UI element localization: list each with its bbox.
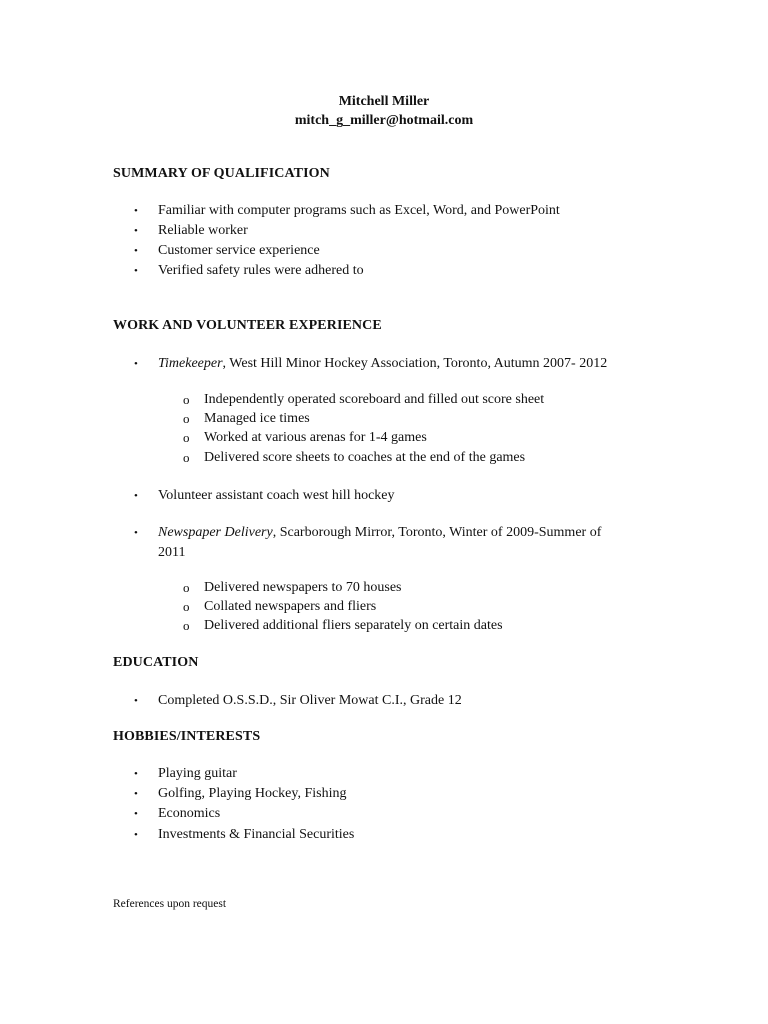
sub-bullet-icon: o — [183, 580, 190, 595]
volunteer-item: Volunteer assistant coach west hill hockey — [158, 488, 395, 503]
summary-item: Verified safety rules were adhered to — [158, 263, 364, 278]
job-newspaper — [158, 525, 601, 541]
bullet-icon: • — [134, 829, 138, 841]
summary-item: Customer service experience — [158, 243, 320, 258]
sub-bullet-icon: o — [183, 599, 190, 614]
summary-item: Reliable worker — [158, 223, 248, 238]
job-timekeeper — [158, 356, 607, 372]
summary-item: Familiar with computer programs such as Excel, Word, and PowerPoint — [158, 203, 560, 218]
bullet-icon: • — [134, 358, 138, 370]
bullet-icon: • — [134, 225, 138, 237]
job-title: Newspaper Delivery — [158, 525, 273, 540]
bullet-icon: • — [134, 205, 138, 217]
bullet-icon: • — [134, 695, 138, 707]
job-task: Collated newspapers and fliers — [204, 599, 377, 614]
references-note: References upon request — [113, 898, 227, 910]
bullet-icon: • — [134, 245, 138, 257]
bullet-icon: • — [134, 768, 138, 780]
summary-heading: SUMMARY OF QUALIFICATION — [113, 166, 330, 181]
hobby-item: Economics — [158, 806, 221, 821]
candidate-email: mitch_g_miller@hotmail.com — [294, 113, 474, 128]
sub-bullet-icon: o — [183, 411, 190, 426]
job-task: Independently operated scoreboard and filled out score sheet — [204, 392, 545, 407]
job-task: Delivered additional fliers separately on certain dates — [204, 618, 503, 633]
bullet-icon: • — [134, 788, 138, 800]
job-task: Worked at various arenas for 1-4 games — [204, 430, 427, 445]
job-task: Delivered score sheets to coaches at the end of the games — [204, 450, 526, 465]
job-details: , Scarborough Mirror, Toronto, Winter of 2009-Summer of — [272, 525, 602, 540]
sub-bullet-icon: o — [183, 450, 190, 465]
hobbies-heading: HOBBIES/INTERESTS — [113, 729, 261, 744]
bullet-icon: • — [134, 265, 138, 277]
sub-bullet-icon: o — [183, 618, 190, 633]
hobby-item: Investments & Financial Securities — [158, 827, 355, 842]
job-task: Delivered newspapers to 70 houses — [204, 580, 402, 595]
hobby-item: Golfing, Playing Hockey, Fishing — [158, 786, 347, 801]
hobby-item: Playing guitar — [158, 766, 237, 781]
candidate-name: Mitchell Miller — [338, 94, 430, 109]
education-item: Completed O.S.S.D., Sir Oliver Mowat C.I., Grade 12 — [158, 693, 462, 708]
job-details-continued: 2011 — [158, 545, 186, 560]
sub-bullet-icon: o — [183, 392, 190, 407]
bullet-icon: • — [134, 490, 138, 502]
sub-bullet-icon: o — [183, 430, 190, 445]
education-heading: EDUCATION — [113, 655, 199, 670]
job-title: Timekeeper — [158, 356, 223, 371]
job-task: Managed ice times — [204, 411, 310, 426]
job-details: , West Hill Minor Hockey Association, Toronto, Autumn 2007- 2012 — [222, 356, 608, 371]
bullet-icon: • — [134, 808, 138, 820]
bullet-icon: • — [134, 527, 138, 539]
work-heading: WORK AND VOLUNTEER EXPERIENCE — [113, 318, 382, 333]
